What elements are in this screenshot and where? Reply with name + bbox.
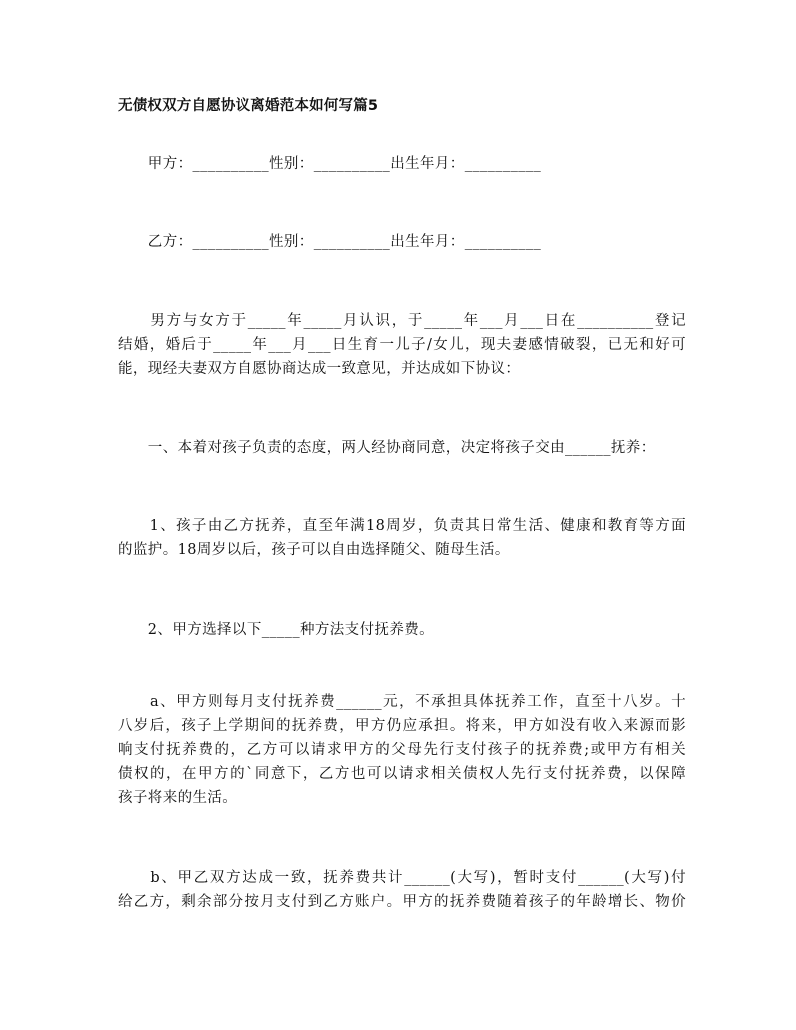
- party-b-line: 乙方：__________性别：__________出生年月：__________: [118, 234, 542, 250]
- item-a-line-3: 响支付抚养费的，乙方可以请求甲方的父母先行支付孩子的抚养费;或甲方有相关: [118, 742, 686, 758]
- clause-1: 一、本着对孩子负责的态度，两人经协商同意，决定将孩子交由______抚养：: [118, 440, 656, 456]
- intro-paragraph: [118, 309, 686, 381]
- party-a-line: 甲方：__________性别：__________出生年月：__________: [118, 156, 542, 172]
- item-a-line-5: 孩子将来的生活。: [118, 790, 238, 806]
- item-1-line-2: 的监护。18周岁以后，孩子可以自由选择随父、随母生活。: [118, 542, 510, 558]
- item-b-line-2: 给乙方，剩余部分按月支付到乙方账户。甲方的抚养费随着孩子的年龄增长、物价: [118, 894, 686, 910]
- item-2: 2、甲方选择以下_____种方法支付抚养费。: [118, 622, 435, 638]
- item-b-line-1: b、甲乙双方达成一致，抚养费共计______(大写)，暂时支付______(大写)付: [118, 870, 686, 886]
- item-b-paragraph: [118, 866, 686, 914]
- item-a-line-4: 债权的，在甲方的`同意下，乙方也可以请求相关债权人先行支付抚养费，以保障: [118, 766, 686, 782]
- item-1-line-1: 1、孩子由乙方抚养，直至年满18周岁，负责其日常生活、健康和教育等方面: [118, 518, 686, 534]
- document-title: 无债权双方自愿协议离婚范本如何写篇5: [118, 98, 379, 114]
- item-a-line-2: 八岁后，孩子上学期间的抚养费，甲方仍应承担。将来，甲方如没有收入来源而影: [118, 718, 686, 734]
- intro-line-3: 能，现经夫妻双方自愿协商达成一致意见，并达成如下协议：: [118, 361, 521, 377]
- item-1-paragraph: [118, 514, 686, 562]
- item-a-line-1: a、甲方则每月支付抚养费______元，不承担具体抚养工作，直至十八岁。十: [118, 694, 686, 710]
- intro-line-2: 结婚，婚后于_____年___月___日生育一儿子/女儿，现夫妻感情破裂，已无和好可: [118, 337, 686, 353]
- intro-line-1: 男方与女方于_____年_____月认识，于_____年___月___日在__________登记: [118, 313, 686, 329]
- item-a-paragraph: [118, 690, 686, 810]
